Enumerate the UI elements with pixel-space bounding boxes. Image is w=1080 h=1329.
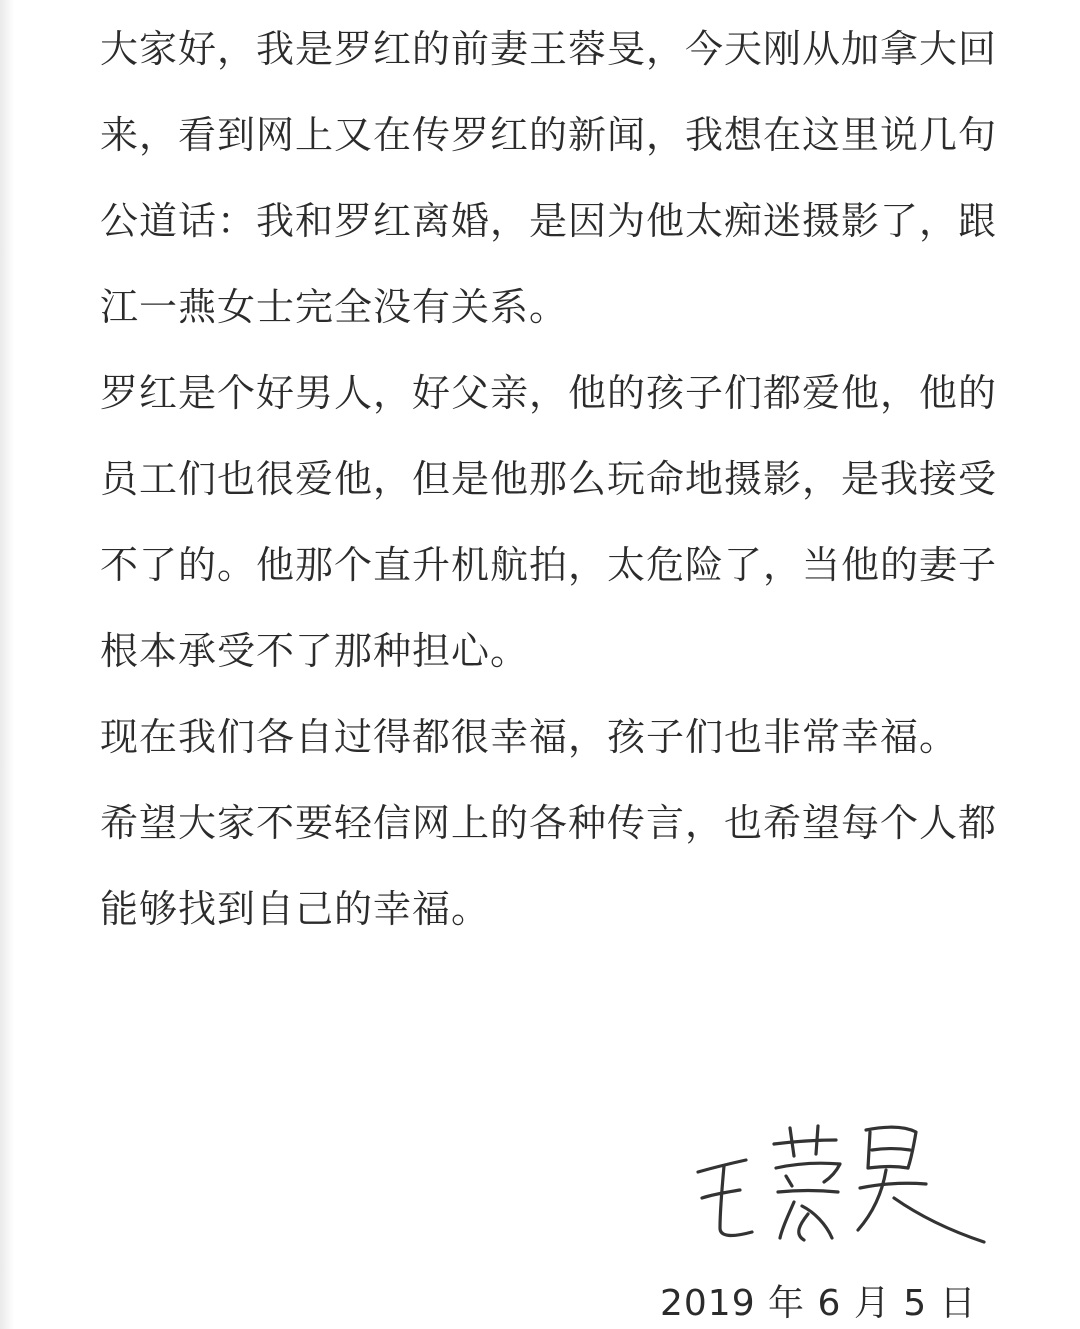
handwritten-signature: [690, 1110, 990, 1260]
page-edge-shadow: [0, 0, 14, 1329]
text-line: 现在我们各自过得都很幸福，孩子们也非常幸福。: [100, 715, 959, 759]
text-line: 公道话：我和罗红离婚，是因为他太痴迷摄影了，跟: [100, 199, 998, 243]
letter-date: 2019 年 6 月 5 日: [660, 1283, 977, 1324]
paragraph-4: [100, 780, 1000, 952]
text-line: 根本承受不了那种担心。: [100, 629, 530, 673]
signature-drawing: [690, 1110, 990, 1260]
paragraph-2: [100, 350, 1000, 694]
text-line: 希望大家不要轻信网上的各种传言，也希望每个人都: [100, 801, 998, 845]
letter-body: [100, 6, 1000, 952]
paragraph-3: [100, 694, 1000, 780]
text-line: 来，看到网上又在传罗红的新闻，我想在这里说几句: [100, 113, 998, 157]
text-line: 江一燕女士完全没有关系。: [100, 285, 569, 329]
text-line: 能够找到自己的幸福。: [100, 887, 491, 931]
text-line: 罗红是个好男人，好父亲，他的孩子们都爱他，他的: [100, 371, 998, 415]
text-line: 员工们也很爱他，但是他那么玩命地摄影，是我接受: [100, 457, 998, 501]
paragraph-1: [100, 6, 1000, 350]
text-line: 大家好，我是罗红的前妻王蓉旻，今天刚从加拿大回: [100, 27, 998, 71]
text-line: 不了的。他那个直升机航拍，太危险了，当他的妻子: [100, 543, 998, 587]
